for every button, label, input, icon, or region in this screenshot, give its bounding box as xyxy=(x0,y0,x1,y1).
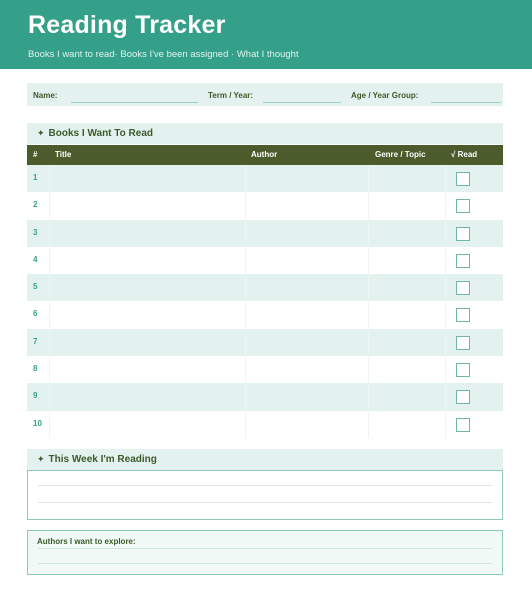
row-number: 8 xyxy=(33,364,38,374)
authors-to-explore-box[interactable] xyxy=(27,530,503,575)
books-section-header xyxy=(27,123,503,144)
column-divider xyxy=(245,247,246,274)
row-number: 4 xyxy=(33,254,38,264)
genre-cell[interactable] xyxy=(368,329,445,356)
author-cell[interactable] xyxy=(245,383,368,410)
column-divider xyxy=(245,274,246,301)
read-checkbox[interactable] xyxy=(456,418,470,432)
column-divider xyxy=(445,247,446,274)
column-divider xyxy=(245,165,246,192)
age-year-group-field[interactable] xyxy=(431,102,501,103)
number-cell xyxy=(27,220,49,247)
column-divider xyxy=(245,383,246,410)
writing-line xyxy=(38,485,492,486)
title-cell[interactable] xyxy=(49,411,245,438)
read-checkbox[interactable] xyxy=(456,336,470,350)
column-divider xyxy=(245,329,246,356)
number-cell xyxy=(27,274,49,301)
read-checkbox[interactable] xyxy=(456,199,470,213)
column-divider xyxy=(49,192,50,219)
column-header-read: √ Read xyxy=(451,150,478,159)
term-year-field[interactable] xyxy=(263,102,341,103)
column-header-genre: Genre / Topic xyxy=(375,150,426,159)
column-divider xyxy=(49,220,50,247)
table-row xyxy=(27,274,503,301)
column-header-author: Author xyxy=(251,150,278,159)
term-year-label: Term / Year: xyxy=(208,91,254,100)
title-cell[interactable] xyxy=(49,274,245,301)
author-cell[interactable] xyxy=(245,274,368,301)
genre-cell[interactable] xyxy=(368,383,445,410)
writing-line xyxy=(38,502,492,503)
column-divider xyxy=(368,220,369,247)
genre-cell[interactable] xyxy=(368,274,445,301)
column-divider xyxy=(49,165,50,192)
number-cell xyxy=(27,356,49,383)
page-subtitle: Books I want to read· Books I've been assigned · What I thought xyxy=(28,49,299,60)
page-header xyxy=(0,0,532,69)
row-number: 5 xyxy=(33,282,38,292)
column-divider xyxy=(445,411,446,438)
table-row xyxy=(27,192,503,219)
title-cell[interactable] xyxy=(49,165,245,192)
writing-line xyxy=(38,563,492,564)
column-divider xyxy=(445,220,446,247)
number-cell xyxy=(27,165,49,192)
column-header-number: # xyxy=(33,150,38,159)
genre-cell[interactable] xyxy=(368,165,445,192)
column-header-title: Title xyxy=(55,150,72,159)
author-cell[interactable] xyxy=(245,356,368,383)
table-row xyxy=(27,411,503,438)
column-divider xyxy=(49,411,50,438)
author-cell[interactable] xyxy=(245,247,368,274)
column-divider xyxy=(368,165,369,192)
row-number: 1 xyxy=(33,173,38,182)
genre-cell[interactable] xyxy=(368,247,445,274)
number-cell xyxy=(27,192,49,219)
column-divider xyxy=(49,247,50,274)
column-divider xyxy=(49,356,50,383)
row-number: 3 xyxy=(33,227,38,237)
row-number: 6 xyxy=(33,309,38,319)
read-checkbox[interactable] xyxy=(456,254,470,268)
table-row xyxy=(27,356,503,383)
column-divider xyxy=(368,411,369,438)
column-divider xyxy=(368,356,369,383)
read-checkbox[interactable] xyxy=(456,363,470,377)
number-cell xyxy=(27,383,49,410)
author-cell[interactable] xyxy=(245,411,368,438)
row-number: 7 xyxy=(33,336,38,346)
column-divider xyxy=(445,383,446,410)
title-cell[interactable] xyxy=(49,220,245,247)
books-section-title: Books I Want To Read xyxy=(48,128,153,139)
star-icon: ✦ xyxy=(37,454,45,464)
genre-cell[interactable] xyxy=(368,411,445,438)
table-row xyxy=(27,247,503,274)
column-divider xyxy=(368,192,369,219)
read-checkbox[interactable] xyxy=(456,281,470,295)
column-divider xyxy=(368,247,369,274)
number-cell xyxy=(27,329,49,356)
writing-line xyxy=(38,548,492,549)
number-cell xyxy=(27,301,49,328)
authors-label: Authors I want to explore: xyxy=(37,537,136,546)
column-divider xyxy=(245,356,246,383)
column-divider xyxy=(368,383,369,410)
row-number: 2 xyxy=(33,200,38,210)
table-row xyxy=(27,220,503,247)
author-cell[interactable] xyxy=(245,329,368,356)
author-cell[interactable] xyxy=(245,220,368,247)
column-divider xyxy=(445,192,446,219)
number-cell xyxy=(27,411,49,438)
star-icon: ✦ xyxy=(37,128,45,138)
column-divider xyxy=(245,192,246,219)
title-cell[interactable] xyxy=(49,192,245,219)
column-divider xyxy=(445,329,446,356)
column-divider xyxy=(445,274,446,301)
week-section-header xyxy=(27,449,503,470)
table-row xyxy=(27,383,503,410)
author-cell[interactable] xyxy=(245,192,368,219)
row-number: 9 xyxy=(33,391,38,401)
table-row xyxy=(27,165,503,192)
column-divider xyxy=(445,301,446,328)
column-divider xyxy=(368,329,369,356)
week-section-title: This Week I'm Reading xyxy=(48,454,157,465)
table-row xyxy=(27,301,503,328)
name-field[interactable] xyxy=(71,102,198,103)
read-checkbox[interactable] xyxy=(456,308,470,322)
column-divider xyxy=(368,274,369,301)
read-checkbox[interactable] xyxy=(456,227,470,241)
name-label: Name: xyxy=(33,91,58,100)
author-cell[interactable] xyxy=(245,165,368,192)
row-number: 10 xyxy=(33,418,42,428)
genre-cell[interactable] xyxy=(368,192,445,219)
genre-cell[interactable] xyxy=(368,220,445,247)
title-cell[interactable] xyxy=(49,301,245,328)
column-divider xyxy=(49,301,50,328)
age-year-group-label: Age / Year Group: xyxy=(351,91,419,100)
column-divider xyxy=(245,220,246,247)
title-cell[interactable] xyxy=(49,329,245,356)
author-cell[interactable] xyxy=(245,301,368,328)
page-title: Reading Tracker xyxy=(28,11,226,39)
genre-cell[interactable] xyxy=(368,356,445,383)
books-table-header xyxy=(27,145,503,165)
column-divider xyxy=(49,274,50,301)
books-table-body xyxy=(27,165,503,438)
student-info-strip xyxy=(27,83,503,106)
column-divider xyxy=(245,301,246,328)
table-row xyxy=(27,329,503,356)
column-divider xyxy=(445,165,446,192)
column-divider xyxy=(245,411,246,438)
title-cell[interactable] xyxy=(49,247,245,274)
number-cell xyxy=(27,247,49,274)
column-divider xyxy=(49,329,50,356)
genre-cell[interactable] xyxy=(368,301,445,328)
read-checkbox[interactable] xyxy=(456,390,470,404)
title-cell[interactable] xyxy=(49,356,245,383)
column-divider xyxy=(445,356,446,383)
title-cell[interactable] xyxy=(49,383,245,410)
books-table xyxy=(27,145,503,438)
column-divider xyxy=(49,383,50,410)
read-checkbox[interactable] xyxy=(456,172,470,186)
this-week-reading-box[interactable] xyxy=(27,470,503,520)
column-divider xyxy=(368,301,369,328)
